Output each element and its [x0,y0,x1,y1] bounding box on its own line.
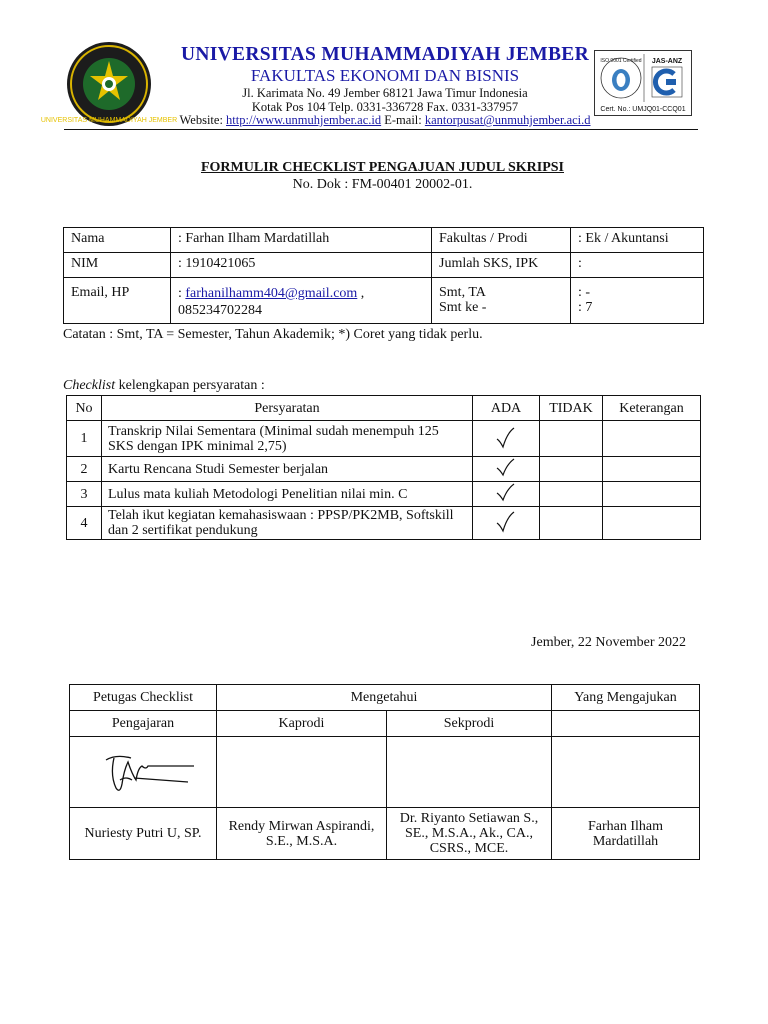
check-mark-icon [494,425,518,449]
checklist-table [66,395,701,540]
table-row: 2 Kartu Rencana Studi Semester berjalan [67,457,701,482]
svg-text:JAS-ANZ: JAS-ANZ [651,58,683,65]
keterangan-cell [603,507,701,540]
address-line-2: Kotak Pos 104 Telp. 0331-336728 Fax. 0331-337957 [251,100,519,114]
nama-label: Nama [64,228,171,253]
signature-table [69,684,700,860]
col-keterangan: Keterangan [603,396,701,421]
check-mark-icon [494,509,518,533]
kaprodi-signature [217,737,387,808]
kaprodi-header: Kaprodi [217,711,387,737]
svg-text:ISO 9001 Certified: ISO 9001 Certified [600,58,642,64]
yang-mengajukan-header: Yang Mengajukan [552,685,700,711]
sks-label: Jumlah SKS, IPK [432,253,571,278]
header-divider [64,129,698,130]
student-info-table [63,227,704,324]
checklist-label: Checklist kelengkapan persyaratan : [63,378,265,393]
date-place: Jember, 22 November 2022 [531,635,686,650]
email-hp-value: : farhanilhamm404@gmail.com , 085234702284 [171,278,432,324]
name-petugas: Nuriesty Putri U, SP. [70,808,217,860]
email-link[interactable]: kantorpusat@unmuhjember.aci.d [424,113,591,127]
sekprodi-header: Sekprodi [387,711,552,737]
address-line-1: Jl. Karimata No. 49 Jember 68121 Jawa Timur Indonesia [242,86,528,100]
sekprodi-signature [387,737,552,808]
tidak-checkbox[interactable] [540,482,603,507]
smt-labels: Smt, TA Smt ke - [432,278,571,324]
petugas-signature [70,737,217,808]
handwritten-signature [76,740,186,800]
svg-text:UNIVERSITAS MUHAMMADIYAH JEMBE: UNIVERSITAS MUHAMMADIYAH JEMBER [40,117,178,124]
fakultas-label: Fakultas / Prodi [432,228,571,253]
faculty-name: FAKULTAS EKONOMI DAN BISNIS [250,66,520,85]
email-hp-label: Email, HP [64,278,171,324]
form-note: Catatan : Smt, TA = Semester, Tahun Akademik; *) Coret yang tidak perlu. [63,327,483,342]
sks-value: : [571,253,704,278]
keterangan-cell [603,457,701,482]
tidak-checkbox[interactable] [540,457,603,482]
contact-line [160,113,610,128]
nim-label: NIM [64,253,171,278]
keterangan-cell [603,482,701,507]
university-name: UNIVERSITAS MUHAMMADIYAH JEMBER [181,44,589,65]
form-title: FORMULIR CHECKLIST PENGAJUAN JUDUL SKRIPSI [200,160,564,175]
ada-checkbox[interactable] [473,457,540,482]
ada-checkbox[interactable] [473,482,540,507]
name-kaprodi: Rendy Mirwan Aspirandi, S.E., M.S.A. [217,808,387,860]
fakultas-value: : Ek / Akuntansi [571,228,704,253]
table-row: 3 Lulus mata kuliah Metodologi Penelitian nilai min. C [67,482,701,507]
website-label: Website: [179,113,223,127]
doc-number: No. Dok : FM-00401 20002-01. [292,177,473,192]
tidak-checkbox[interactable] [540,421,603,457]
keterangan-cell [603,421,701,457]
check-mark-icon [494,483,518,501]
table-row: 4 Telah ikut kegiatan kemahasiswaan : PPSP/PK2MB, Softskill dan 2 sertifikat pendukung [67,507,701,540]
mahasiswa-signature [552,737,700,808]
cert-number: Cert. No.: UMJQ01-CCQ01 [600,106,686,113]
ada-checkbox[interactable] [473,421,540,457]
nim-value: : 1910421065 [171,253,432,278]
name-sekprodi: Dr. Riyanto Setiawan S., SE., M.S.A., Ak., CA., CSRS., MCE. [387,808,552,860]
mengetahui-header: Mengetahui [217,685,552,711]
col-persyaratan: Persyaratan [102,396,473,421]
ada-checkbox[interactable] [473,507,540,540]
col-no: No [67,396,102,421]
col-tidak: TIDAK [540,396,603,421]
petugas-header: Petugas Checklist [70,685,217,711]
table-row: 1 Transkrip Nilai Sementara (Minimal sudah menempuh 125 SKS dengan IPK minimal 2,75) [67,421,701,457]
name-mahasiswa: Farhan Ilham Mardatillah [552,808,700,860]
pengajaran-header: Pengajaran [70,711,217,737]
nama-value: : Farhan Ilham Mardatillah [171,228,432,253]
phone-number: 085234702284 [178,303,262,318]
student-email-link[interactable]: farhanilhamm404@gmail.com [185,286,358,301]
email-label: E-mail: [384,113,422,127]
university-logo [40,41,178,127]
smt-values: : - : 7 [571,278,704,324]
website-link[interactable]: http://www.unmuhjember.ac.id [226,113,382,127]
tidak-checkbox[interactable] [540,507,603,540]
check-mark-icon [494,458,518,476]
col-ada: ADA [473,396,540,421]
